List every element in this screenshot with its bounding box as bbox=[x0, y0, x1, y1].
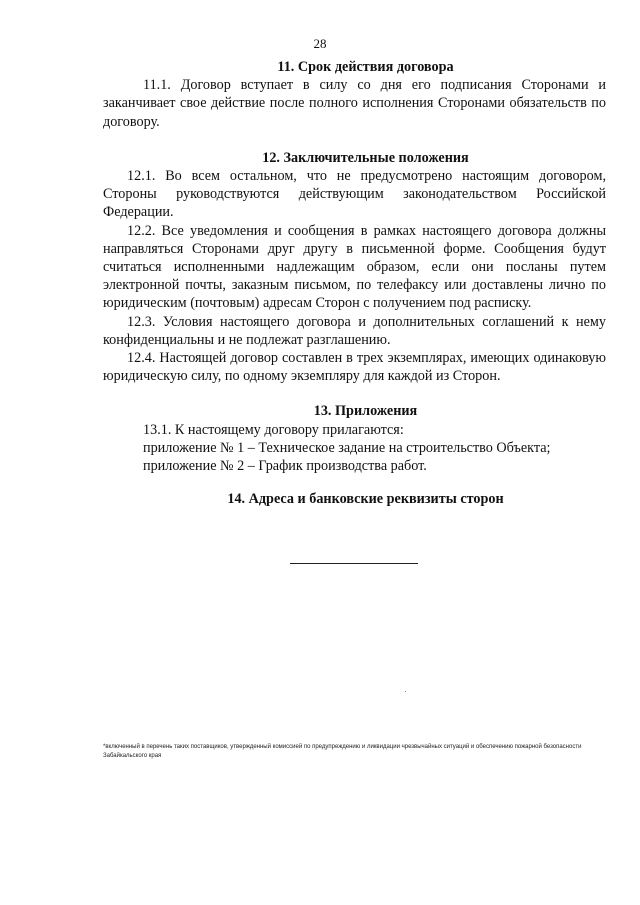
spacer bbox=[103, 475, 606, 490]
appendix-2-line: приложение № 2 – График производства работ. bbox=[143, 458, 427, 475]
scan-speck bbox=[405, 691, 406, 692]
section-14-heading: 14. Адреса и банковские реквизиты сторон bbox=[227, 491, 504, 508]
spacer bbox=[103, 131, 606, 149]
footnote: *включенный в перечень таких поставщиков, утвержденный комиссией по предупреждению и ликвидации чрезвычайных ситуаций и обеспечению пожарной безопасности Забайкальского края bbox=[103, 744, 582, 759]
clause-11-1: 11.1. Договор вступает в силу со дня его подписания Сторонами и заканчивает свое действие после полного исполнения Сторонами обязательств по договору. bbox=[103, 77, 606, 130]
clause-13-1: 13.1. К настоящему договору прилагаются: bbox=[143, 421, 404, 438]
section-11 bbox=[103, 58, 606, 131]
section-14 bbox=[103, 490, 606, 508]
clause-12-4: 12.4. Настоящей договор составлен в трех экземплярах, имеющих одинаковую юридическую силу, по одному экземпляру для каждой из Сторон. bbox=[103, 350, 606, 385]
clause-12-3: 12.3. Условия настоящего договора и дополнительных соглашений к нему конфиденциальны и не подлежат разглашению. bbox=[103, 313, 606, 348]
section-12 bbox=[103, 149, 606, 386]
spacer bbox=[103, 385, 606, 402]
appendix-1-line: приложение № 1 – Техническое задание на строительство Объекта; bbox=[143, 439, 551, 456]
document-body bbox=[103, 58, 606, 508]
signature-line bbox=[290, 563, 418, 564]
section-13 bbox=[103, 402, 606, 475]
clause-12-2: 12.2. Все уведомления и сообщения в рамках настоящего договора должны направляться Сторонами друг другу в письменной форме. Сообщения будут считаться исполненными надлежащим образом, если они посланы путем электронной почты, заказным письмом, по телефаксу или доставлены лично по юридическим (почтовым) адресам Сторон с получением под расписку. bbox=[103, 222, 606, 312]
section-11-heading: 11. Срок действия договора bbox=[277, 59, 454, 75]
clause-12-1: 12.1. Во всем остальном, что не предусмотрено настоящим договором, Стороны руководствуются действующим законодательством Российской Федерации. bbox=[103, 168, 606, 221]
section-13-heading: 13. Приложения bbox=[313, 403, 418, 420]
page-number: 28 bbox=[313, 36, 327, 51]
section-12-heading: 12. Заключительные положения bbox=[262, 149, 469, 166]
